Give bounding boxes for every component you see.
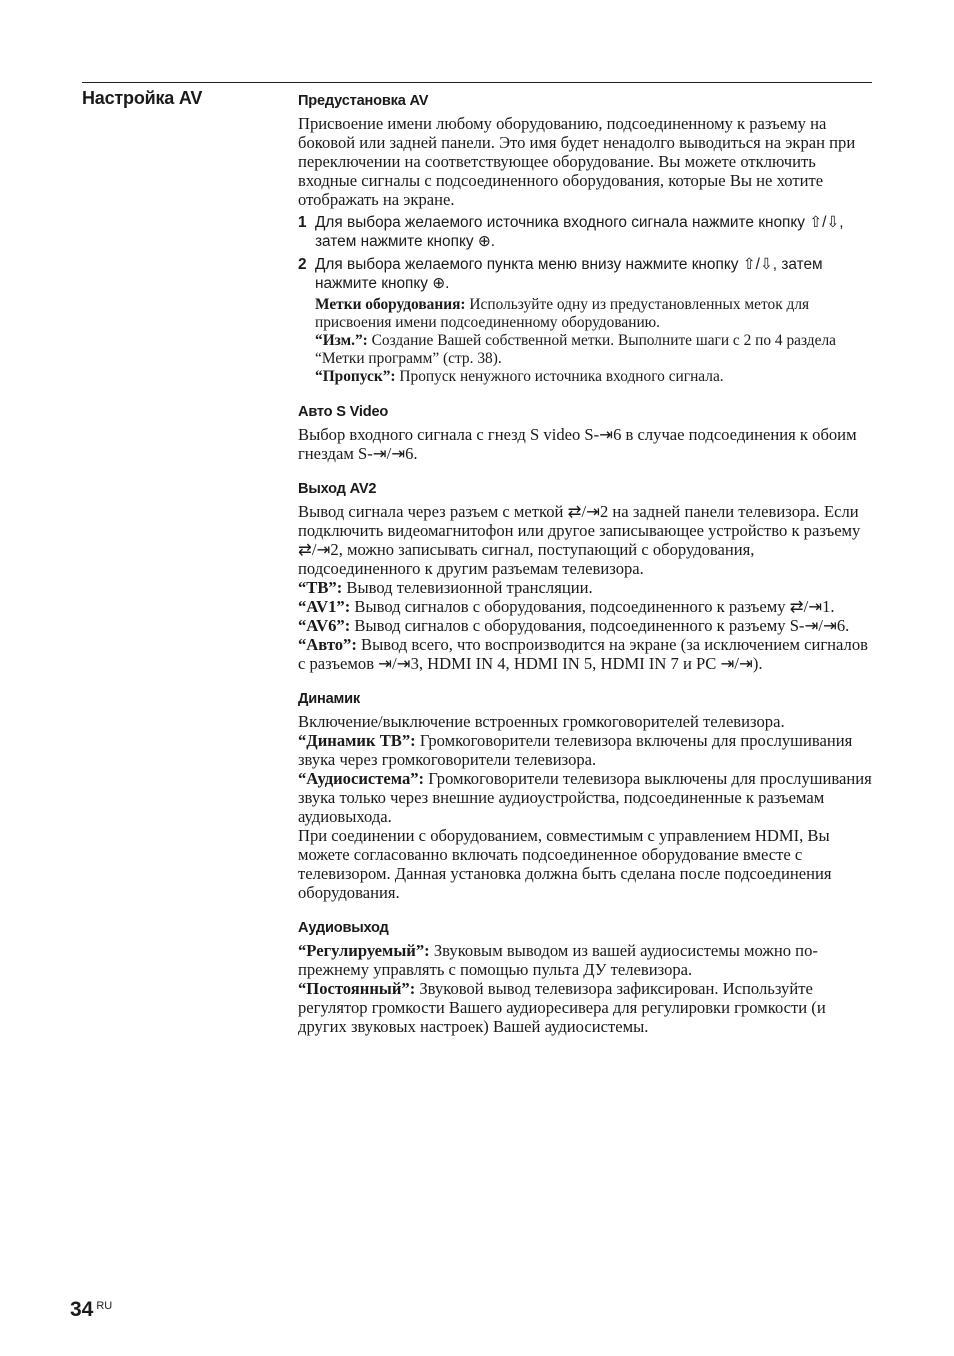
preset-intro: Присвоение имени любому оборудованию, подсоединенному к разъему на боковой или задней панели. Это имя будет ненадолго выводиться на экран при переключении на соответствующее оборудование. Вы можете отключить входные сигналы с подсоединенного оборудования, которые Вы не хотите отображать на экране. bbox=[298, 114, 856, 209]
av2-av1-option bbox=[298, 597, 874, 616]
labels-desc: Используйте одну из предустановленных меток для присвоения имени подсоединенному оборудованию. bbox=[315, 296, 810, 331]
speaker-tv-term: “Динамик ТВ”: bbox=[298, 731, 416, 750]
av2-av6-option bbox=[298, 616, 874, 635]
av2-auto-term: “Авто”: bbox=[298, 635, 357, 654]
av2-auto-option bbox=[298, 635, 874, 673]
audio-out-fixed-desc: Звуковой вывод телевизора зафиксирован. Используйте регулятор громкости Вашего аудиоресивера для регулировки громкости (и других звуковых настроек) Вашей аудиосистемы. bbox=[298, 979, 826, 1036]
edit-desc: Создание Вашей собственной метки. Выполните шаги с 2 по 4 раздела “Метки программ” (стр. 38). bbox=[315, 332, 836, 367]
labels-term: Метки оборудования: bbox=[315, 296, 466, 313]
page-number bbox=[70, 1298, 112, 1322]
speaker-heading: Динамик bbox=[298, 691, 360, 707]
speaker-audio-option bbox=[298, 769, 874, 826]
audio-out-section bbox=[298, 919, 874, 1036]
preset-options bbox=[298, 296, 874, 386]
preset-heading: Предустановка AV bbox=[298, 93, 429, 109]
av2-tv-option bbox=[298, 578, 874, 597]
step-1-text: Для выбора желаемого источника входного сигнала нажмите кнопку ⇧/⇩, затем нажмите кнопку ⊕. bbox=[315, 214, 844, 250]
skip-desc: Пропуск ненужного источника входного сигнала. bbox=[395, 368, 724, 385]
speaker-hdmi-note: При соединении с оборудованием, совместимым с управлением HDMI, Вы можете согласованно включать подсоединенное оборудование вместе с телевизором. Данная установка должна быть сделана после подсоединения оборудования. bbox=[298, 826, 832, 902]
av2-av1-desc: Вывод сигналов с оборудования, подсоединенного к разъему ⇄/⇥1. bbox=[350, 597, 835, 616]
labels-option bbox=[315, 296, 874, 332]
speaker-audio-desc: Громкоговорители телевизора выключены для прослушивания звука только через внешние аудиоустройства, подсоединенные к разъемам аудиовыхода. bbox=[298, 769, 872, 826]
top-rule bbox=[82, 82, 872, 83]
step-1 bbox=[298, 213, 874, 251]
av2-av6-desc: Вывод сигналов с оборудования, подсоединенного к разъему S-⇥/⇥6. bbox=[350, 616, 850, 635]
speaker-audio-term: “Аудиосистема”: bbox=[298, 769, 425, 788]
audio-out-fixed-term: “Постоянный”: bbox=[298, 979, 416, 998]
speaker-intro: Включение/выключение встроенных громкоговорителей телевизора. bbox=[298, 712, 785, 731]
speaker-tv-desc: Громкоговорители телевизора включены для прослушивания звука через громкоговорители телевизора. bbox=[298, 731, 853, 769]
page-language: RU bbox=[96, 1300, 113, 1312]
av2-auto-desc: Вывод всего, что воспроизводится на экране (за исключением сигналов с разъемов ⇥/⇥3, HDMI IN 4, HDMI IN 5, HDMI IN 7 и PC ⇥/⇥). bbox=[298, 635, 868, 673]
preset-section bbox=[298, 92, 874, 386]
audio-out-variable-option bbox=[298, 941, 874, 979]
audio-out-variable-term: “Регулируемый”: bbox=[298, 941, 430, 960]
av2-tv-desc: Вывод телевизионной трансляции. bbox=[342, 578, 593, 597]
speaker-section bbox=[298, 690, 874, 902]
svideo-section bbox=[298, 403, 874, 463]
page-number-value: 34 bbox=[70, 1298, 94, 1321]
step-2-number: 2 bbox=[298, 256, 307, 273]
step-2 bbox=[298, 255, 874, 293]
speaker-tv-option bbox=[298, 731, 874, 769]
audio-out-fixed-option bbox=[298, 979, 874, 1036]
section-title: Настройка AV bbox=[82, 88, 203, 108]
audio-out-variable-desc: Звуковым выводом из вашей аудиосистемы можно по-прежнему управлять с помощью пульта ДУ телевизора. bbox=[298, 941, 818, 979]
step-1-number: 1 bbox=[298, 214, 307, 231]
skip-option bbox=[315, 368, 874, 386]
svideo-text: Выбор входного сигнала с гнезд S video S-⇥6 в случае подсоединения к обоим гнездам S-⇥/⇥6. bbox=[298, 425, 857, 463]
av2-av1-term: “AV1”: bbox=[298, 597, 351, 616]
edit-term: “Изм.”: bbox=[315, 332, 368, 349]
audio-out-heading: Аудиовыход bbox=[298, 920, 389, 936]
av2-tv-term: “ТВ”: bbox=[298, 578, 343, 597]
av2-intro: Вывод сигнала через разъем с меткой ⇄/⇥2 на задней панели телевизора. Если подключить видеомагнитофон или другое записывающее устройство к разъему ⇄/⇥2, можно записывать сигнал, поступающий с оборудования, подсоединенного к другим разъемам телевизора. bbox=[298, 502, 861, 578]
step-2-text: Для выбора желаемого пункта меню внизу нажмите кнопку ⇧/⇩, затем нажмите кнопку ⊕. bbox=[315, 256, 823, 292]
av2-section bbox=[298, 480, 874, 673]
main-content bbox=[298, 92, 874, 1036]
edit-option bbox=[315, 332, 874, 368]
skip-term: “Пропуск”: bbox=[315, 368, 396, 385]
av2-av6-term: “AV6”: bbox=[298, 616, 351, 635]
svideo-heading: Авто S Video bbox=[298, 404, 389, 420]
av2-heading: Выход AV2 bbox=[298, 481, 377, 497]
